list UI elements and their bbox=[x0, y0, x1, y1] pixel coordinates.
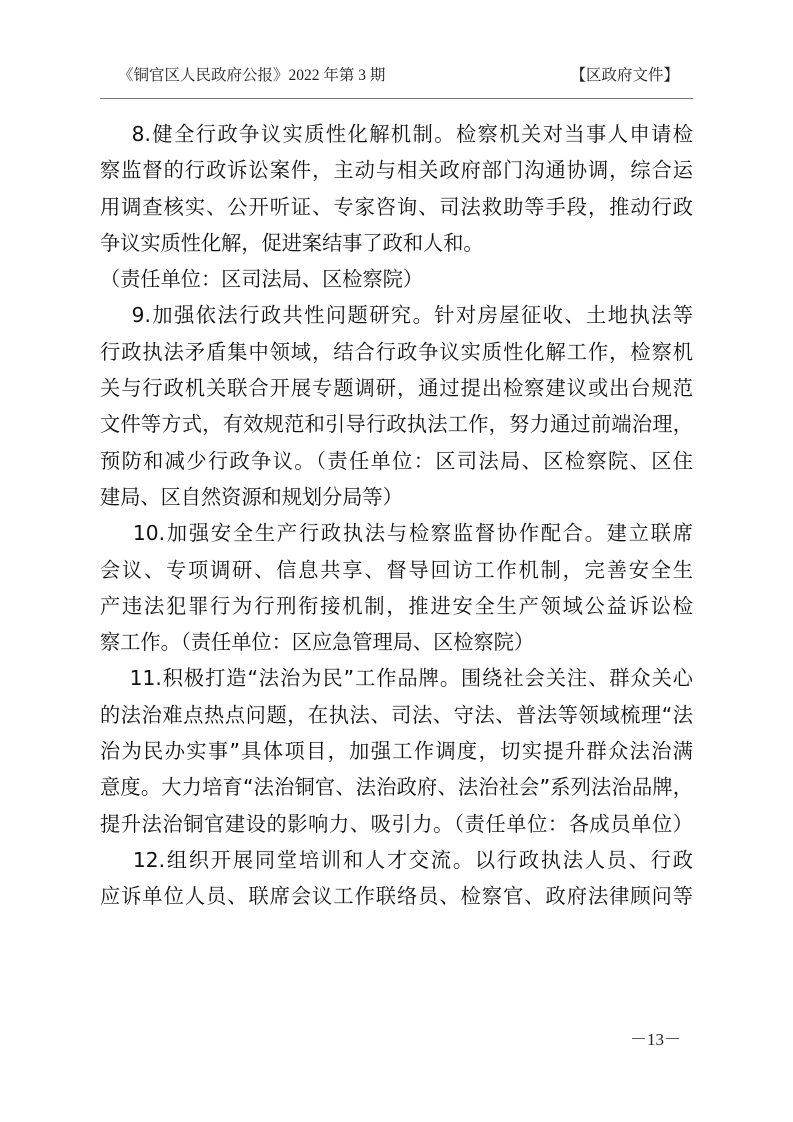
text-line: 关与行政机关联合开展专题调研，通过提出检察建议或出台规范 bbox=[100, 376, 693, 401]
text-line: 会议、专项调研、信息共享、督导回访工作机制，完善安全生 bbox=[100, 557, 693, 582]
page-number: －13－ bbox=[630, 1030, 681, 1049]
text-line: 争议实质性化解，促进案结事了政和人和。 bbox=[100, 230, 484, 255]
text-line: 产违法犯罪行为行刑衔接机制，推进安全生产领域公益诉讼检 bbox=[100, 593, 693, 618]
text-line: 察监督的行政诉讼案件，主动与相关政府部门沟通协调，综合运 bbox=[100, 158, 693, 183]
text-line: 行政执法矛盾集中领域，结合行政争议实质性化解工作，检察机 bbox=[100, 339, 693, 364]
text-line: 建局、区自然资源和规划分局等） bbox=[100, 484, 403, 509]
text-line: 11.积极打造“法治为民”工作品牌。围绕社会关注、群众关心 bbox=[100, 666, 693, 691]
text-line: 用调查核实、公开听证、专家咨询、司法救助等手段，推动行政 bbox=[100, 194, 693, 219]
text-line: 预防和减少行政争议。（责任单位：区司法局、区检察院、区住 bbox=[100, 448, 693, 473]
document-body bbox=[100, 116, 693, 915]
text-line: 提升法治铜官建设的影响力、吸引力。（责任单位：各成员单位） bbox=[100, 811, 693, 836]
text-line: 治为民办实事”具体项目，加强工作调度，切实提升群众法治满 bbox=[100, 739, 693, 764]
text-line: 10.加强安全生产行政执法与检察监督协作配合。建立联席 bbox=[100, 521, 693, 546]
header-divider bbox=[100, 98, 693, 99]
running-header-section: 【区政府文件】 bbox=[570, 66, 679, 84]
text-line: 应诉单位人员、联席会议工作联络员、检察官、政府法律顾问等 bbox=[100, 884, 693, 909]
text-line: 意度。大力培育“法治铜官、法治政府、法治社会”系列法治品牌， bbox=[100, 775, 693, 800]
text-line: 12.组织开展同堂培训和人才交流。以行政执法人员、行政 bbox=[100, 847, 693, 872]
text-line: 文件等方式，有效规范和引导行政执法工作，努力通过前端治理， bbox=[100, 412, 693, 437]
text-line: （责任单位：区司法局、区检察院） bbox=[100, 267, 424, 292]
text-line: 察工作。（责任单位：区应急管理局、区检察院） bbox=[100, 630, 535, 655]
text-line: 的法治难点热点问题，在执法、司法、守法、普法等领域梳理“法 bbox=[100, 702, 693, 727]
text-line: 9.加强依法行政共性问题研究。针对房屋征收、土地执法等 bbox=[100, 303, 693, 328]
text-line: 8.健全行政争议实质性化解机制。检察机关对当事人申请检 bbox=[100, 122, 693, 146]
running-header-publication: 《铜官区人民政府公报》2022 年第 3 期 bbox=[118, 67, 386, 84]
